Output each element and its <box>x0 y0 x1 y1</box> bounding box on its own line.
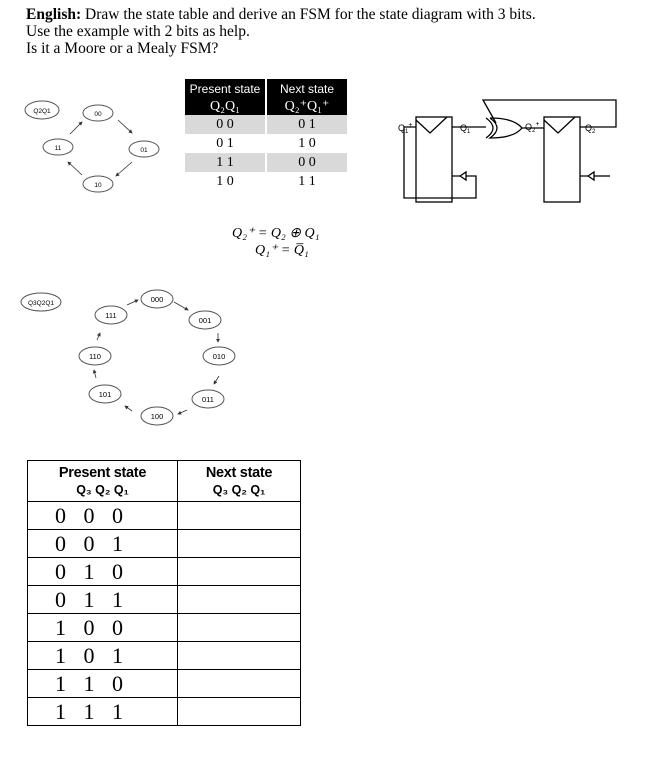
svg-text:001: 001 <box>198 316 212 325</box>
svg-text:10: 10 <box>94 182 102 189</box>
table-row: 1 0 1 <box>28 642 301 670</box>
diagram-label: Q3Q2Q1 <box>27 300 55 307</box>
next-state-cell[interactable] <box>178 698 301 726</box>
table-row: 0 0 0 1 <box>185 115 347 134</box>
svg-text:111: 111 <box>105 311 117 320</box>
transition-arrow <box>70 122 82 134</box>
example-header-present: Present state <box>185 79 266 98</box>
question-line-2: Use the example with 2 bits as help. <box>26 23 250 40</box>
next-state-cell[interactable] <box>178 614 301 642</box>
flip-flop-circuit <box>404 100 616 202</box>
q2-plus-label: $Q_2^+$ <box>525 121 540 134</box>
table-row: 0 0 0 <box>28 502 301 530</box>
svg-text:11: 11 <box>54 145 62 152</box>
q1-plus-label: $Q_1^+$ <box>398 122 413 135</box>
transition-arrow <box>116 162 132 176</box>
example-subheader-present: Q₂Q₁ <box>185 98 266 115</box>
svg-text:000: 000 <box>150 295 164 304</box>
transition-arrow <box>214 376 219 384</box>
equation-q1-plus: Q₁⁺ = Q̅₁ <box>255 243 309 258</box>
q2-label: $Q_2$ <box>585 123 596 135</box>
transition-arrow <box>118 120 132 133</box>
next-state-cell[interactable] <box>178 558 301 586</box>
svg-text:01: 01 <box>140 147 148 154</box>
table-row: 1 1 1 <box>28 698 301 726</box>
svg-text:010: 010 <box>212 352 226 361</box>
table-row: 0 1 1 0 <box>185 134 347 153</box>
next-state-cell[interactable] <box>178 642 301 670</box>
diagram-label: Q2Q1 <box>33 108 51 115</box>
question-line-3: Is it a Moore or a Mealy FSM? <box>26 40 219 57</box>
svg-text:100: 100 <box>150 412 164 421</box>
question-line-1: English: Draw the state table and derive an FSM for the state diagram with 3 bits. <box>26 6 536 23</box>
svg-text:00: 00 <box>94 111 102 118</box>
three-bit-state-table <box>27 460 301 726</box>
next-state-cell[interactable] <box>178 670 301 698</box>
example-subheader-next: Q₂⁺Q₁⁺ <box>266 98 347 115</box>
xor-gate <box>486 118 522 138</box>
transition-arrow <box>127 300 138 305</box>
transition-arrow <box>174 302 188 310</box>
table-row: 0 0 1 <box>28 530 301 558</box>
example-header-next: Next state <box>266 79 347 98</box>
transition-arrow <box>94 370 96 378</box>
svg-text:110: 110 <box>89 352 101 361</box>
transition-arrow <box>97 333 100 340</box>
transition-arrow <box>178 410 187 414</box>
equation-q2-plus: Q₂⁺ = Q₂ ⊕ Q₁ <box>232 226 320 241</box>
transition-arrow <box>125 406 132 411</box>
table-row: 1 1 0 <box>28 670 301 698</box>
header-present-state: Present state Q₃ Q₂ Q₁ <box>28 461 178 502</box>
table-row: 0 1 0 <box>28 558 301 586</box>
example-state-table <box>185 79 347 191</box>
next-state-cell[interactable] <box>178 530 301 558</box>
two-bit-state-diagram <box>25 101 159 192</box>
table-row: 1 1 0 0 <box>185 153 347 172</box>
next-state-cell[interactable] <box>178 502 301 530</box>
svg-text:101: 101 <box>98 390 112 399</box>
svg-text:011: 011 <box>202 395 214 404</box>
next-state-cell[interactable] <box>178 586 301 614</box>
q1-label: $Q_1$ <box>460 123 471 135</box>
table-row: 1 0 0 <box>28 614 301 642</box>
transition-arrow <box>68 162 82 175</box>
table-row: 0 1 1 <box>28 586 301 614</box>
header-next-state: Next state Q₃ Q₂ Q₁ <box>178 461 301 502</box>
three-bit-state-diagram <box>21 290 235 425</box>
table-row: 1 0 1 1 <box>185 172 347 191</box>
